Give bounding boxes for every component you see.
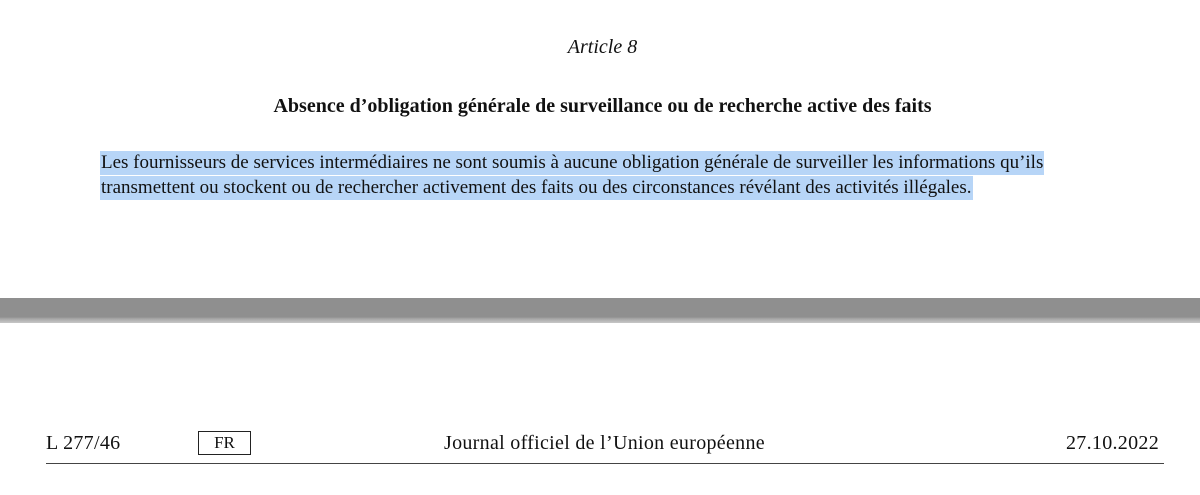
article-body-selected-text[interactable] bbox=[100, 150, 1180, 200]
article-number: Article 8 bbox=[567, 36, 638, 58]
publication-date: 27.10.2022 bbox=[1066, 432, 1159, 454]
selected-text-line-1[interactable]: Les fournisseurs de services intermédiaires ne sont soumis à aucune obligation générale de surveiller les informations qu’ils bbox=[101, 152, 1044, 173]
document-page-lower bbox=[0, 323, 1200, 495]
footer-rule bbox=[46, 463, 1164, 464]
selected-text-line-2[interactable]: transmettent ou stockent ou de rechercher activement des faits ou des circonstances révélant des activités illégales. bbox=[101, 177, 972, 198]
article-title: Absence d’obligation générale de surveillance ou de recherche active des faits bbox=[273, 95, 932, 117]
journal-title: Journal officiel de l’Union européenne bbox=[444, 432, 765, 454]
language-badge: FR bbox=[198, 431, 251, 455]
page-separator bbox=[0, 298, 1200, 323]
journal-reference: L 277/46 bbox=[46, 432, 121, 454]
